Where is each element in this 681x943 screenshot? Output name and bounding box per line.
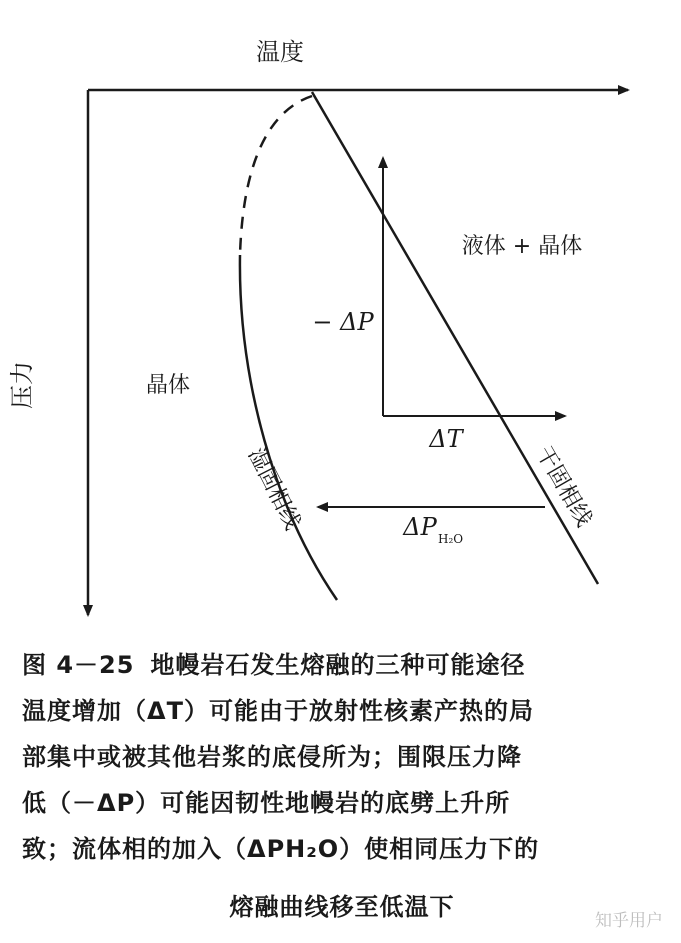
delta-p-h2o-label: ΔP <box>403 513 437 541</box>
temperature-axis-label: 温度 <box>256 38 304 66</box>
caption-line-1 <box>22 642 662 688</box>
delta-p-h2o-subscript: H₂O <box>438 532 464 546</box>
caption-line-5: 致；流体相的加入（ΔPH₂O）使相同压力下的 <box>22 835 540 863</box>
wet-solidus-dashed-curve <box>240 96 312 255</box>
figure-label: 图 4－25 <box>22 651 135 679</box>
minus-delta-p-label: − ΔP <box>312 308 374 336</box>
pressure-axis-label: 压力 <box>8 361 36 409</box>
wet-solidus-curve <box>240 255 337 600</box>
wet-solidus-label: 湿固相线 <box>242 444 305 534</box>
caption-line-4: 低（－ΔP）可能因韧性地幔岩的底劈上升所 <box>22 789 511 817</box>
caption-line-3: 部集中或被其他岩浆的底侵所为；围限压力降 <box>22 743 522 771</box>
dry-solidus-label: 干固相线 <box>530 442 597 532</box>
caption-line-6: 熔融曲线移至低温下 <box>229 893 455 921</box>
caption-line-2: 温度增加（ΔT）可能由于放射性核素产热的局 <box>22 697 534 725</box>
caption-title: 地幔岩石发生熔融的三种可能途径 <box>150 651 526 679</box>
dry-solidus-line <box>312 92 598 584</box>
watermark: 知乎用户 <box>595 911 663 931</box>
crystal-region-label: 晶体 <box>145 373 191 398</box>
figure-caption <box>22 642 662 930</box>
delta-t-label: ΔT <box>429 425 463 453</box>
liquid-crystal-region-label: 液体 + 晶体 <box>461 234 583 259</box>
